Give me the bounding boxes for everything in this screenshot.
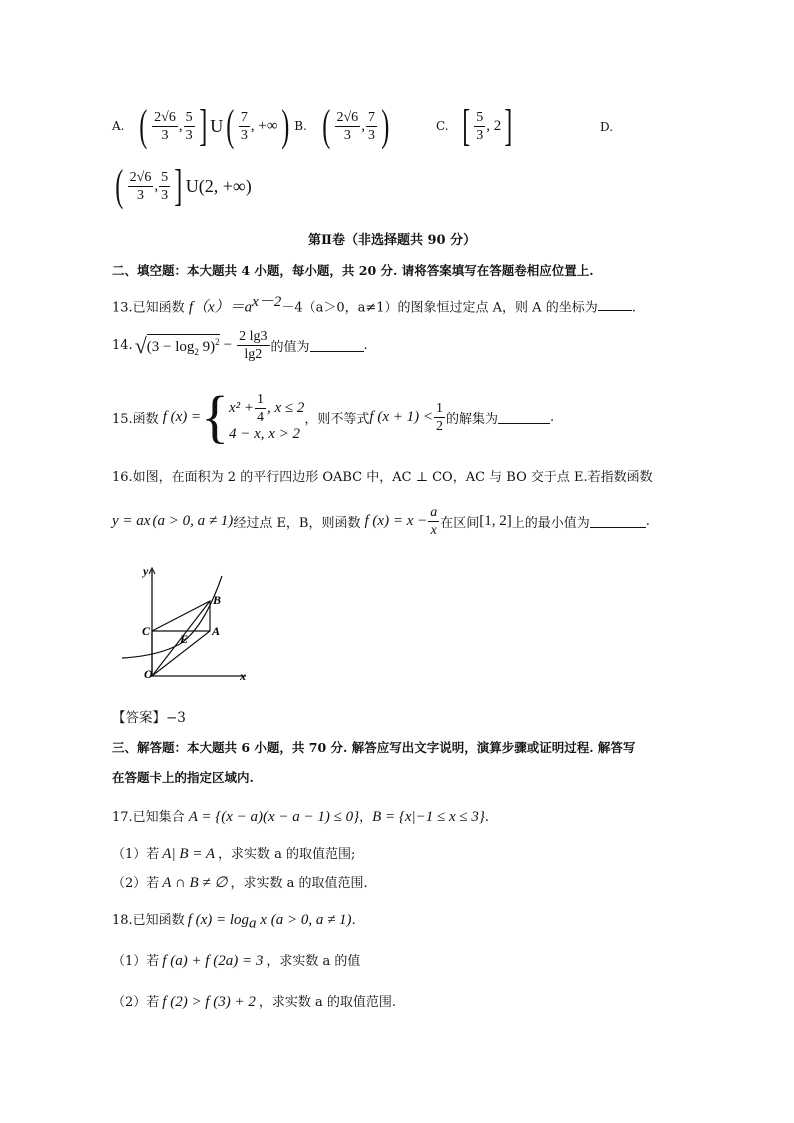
answer-blank (310, 339, 364, 352)
union-symbol: U (210, 115, 224, 136)
option-a-label: A. (112, 119, 125, 133)
label-o: O (144, 667, 153, 681)
option-c-label: C. (436, 119, 449, 133)
section-title: 第Ⅱ卷（非选择题共 90 分） (308, 233, 477, 248)
label-a: A (212, 624, 221, 638)
question-18-part-2: （2）若 f (2) > f (3) + 2 ，求实数 a 的取值范围. (112, 994, 396, 1010)
option-d-expr: ( $\frac{2√6}{3}$ , $\frac{5}{3}$ ] U (2, +∞) (115, 161, 252, 210)
question-16-line-1: 16.如图，在面积为 2 的平行四边形 OABC 中，AC ⊥ CO，AC 与 BO 交于点 E.若指数函数 (112, 470, 653, 485)
label-e: E (180, 632, 189, 646)
label-y: y (143, 564, 149, 578)
answer-blank (590, 515, 646, 528)
solve-header-1: 三、解答题：本大题共 6 小题，共 70 分. 解答应写出文字说明，演算步骤或证明过程. 解答写 (112, 740, 636, 755)
answer-blank (598, 298, 632, 311)
options-row: A. ( $\frac{2√6}{3}$ , $\frac{5}{3}$ ] U ( $\frac{7}{3}$ , +∞ ) B. ( $\frac{2√6}{3}$ , $\frac{7}{3}$ ) (112, 101, 390, 150)
question-15: 15.函数 f (x) = { x² + $\frac{1}{4}$ , x ≤ 2 4 − x, x > 2 ，则不等式 f (x + 1) < $\frac{1}{2}$ 的解集为 . (112, 384, 555, 449)
question-16-line-2: y = a x (a > 0, a ≠ 1) 经过点 E，B，则函数 f (x) = x − $\frac{a}{x}$ 在区间 [1, 2] 上的最小值为 . (112, 505, 650, 538)
frac-7-3: $\frac{7}{3}$ (240, 109, 248, 143)
answer-blank (498, 411, 550, 424)
option-c: C. [ $\frac{5}{3}$ , 2 ] (436, 101, 513, 150)
question-17-part-2: （2）若 A ∩ B ≠ ∅ ，求实数 a 的取值范围. (112, 875, 368, 891)
label-c: C (142, 624, 151, 638)
question-17-part-1: （1）若 A| B = A ，求实数 a 的取值范围; (112, 846, 356, 862)
bracket-close: ] (198, 101, 207, 150)
question-14: 14. √ $(3 - \log_2 9)^2$ − $\frac{2 \lg 3}{\lg 2}$ 的值为 . (112, 329, 368, 362)
exponential-curve (122, 576, 222, 658)
label-b: B (213, 593, 222, 607)
frac-2sqrt6-3: $\frac{2√6}{3}$ (154, 109, 176, 143)
question-17: 17.已知集合 A = {(x − a)(x − a − 1) ≤ 0}，B = {x|−1 ≤ x ≤ 3}. (112, 809, 490, 825)
solve-header-2: 在答题卡上的指定区域内. (112, 770, 254, 785)
question-18-part-1: （1）若 f (a) + f (2a) = 3 ，求实数 a 的值 (112, 953, 361, 969)
question-13: 13.已知函数 $f(x)=a^{x-2}-4(a>0$，a≠1）的图象恒过定点 A，则 A 的坐标为 . (112, 294, 636, 316)
option-b-label: B. (294, 119, 307, 133)
frac-5-3: $\frac{5}{3}$ (185, 109, 193, 143)
fill-in-header: 二、填空题：本大题共 4 小题，每小题，共 20 分. 请将答案填写在答题卷相应位置上. (112, 263, 594, 278)
parallelogram-figure (118, 560, 256, 690)
question-18: 18.已知函数 f $(x) = \log_a x$ (a > 0, a ≠ 1). (112, 912, 356, 932)
option-d-label: D. (600, 120, 614, 134)
paren-open: ( (139, 101, 148, 150)
label-x: x (240, 669, 246, 683)
answer-line: 【答案】−3 (112, 710, 186, 726)
